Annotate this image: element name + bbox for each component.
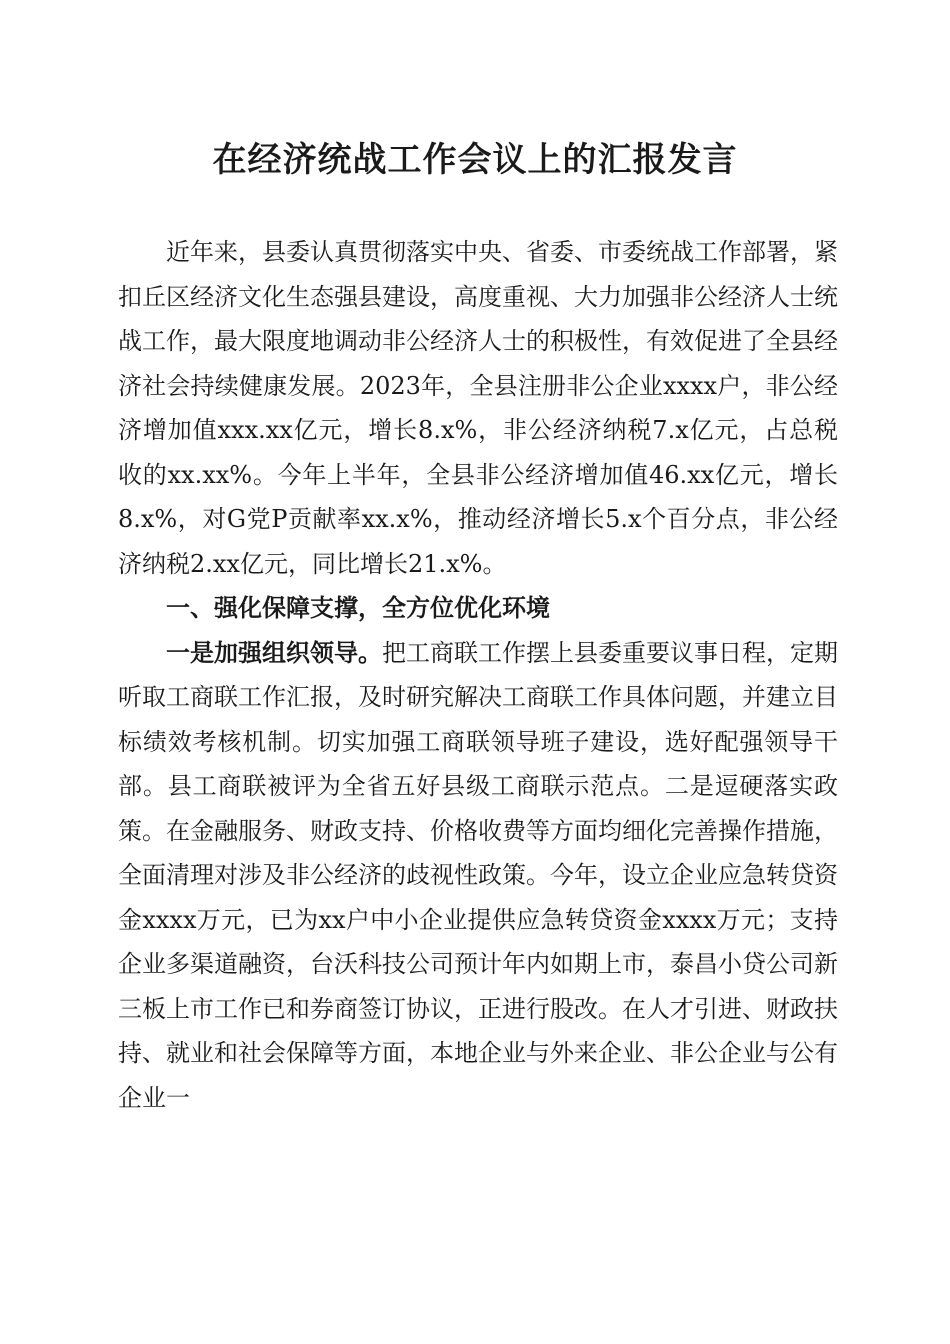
- section-heading: 一、强化保障支撑，全方位优化环境: [166, 594, 550, 622]
- intro-paragraph: 近年来，县委认真贯彻落实中央、省委、市委统战工作部署，紧扣丘区经济文化生态强县建设，高度重视、大力加强非公经济人士统战工作，最大限度地调动非公经济人士的积极性，有效促进了全县经济社会持续健康发展。2023年，全县注册非公企业xxxx户，非公经济增加值xxx.xx亿元，增长8.x%，非公经济纳税7.x亿元，占总税收的xx.xx%。今年上半年，全县非公经济增加值46.xx亿元，增长8.x%，对G党P贡献率xx.x%，推动经济增长5.x个百分点，非公经济纳税2.xx亿元，同比增长21.x%。: [118, 238, 838, 578]
- section-paragraph: [118, 631, 838, 1121]
- document-body: [118, 230, 838, 1120]
- paragraph-text: 把工商联工作摆上县委重要议事日程，定期听取工商联工作汇报，及时研究解决工商联工作具体问题，并建立目标绩效考核机制。切实加强工商联领导班子建设，选好配强领导干部。县工商联被评为全省五好县级工商联示范点。二是逗硬落实政策。在金融服务、财政支持、价格收费等方面均细化完善操作措施，全面清理对涉及非公经济的歧视性政策。今年，设立企业应急转贷资金xxxx万元，已为xx户中小企业提供应急转贷资金xxxx万元；支持企业多渠道融资，台沃科技公司预计年内如期上市，泰昌小贷公司新三板上市工作已和券商签订协议，正进行股改。在人才引进、财政扶持、就业和社会保障等方面，本地企业与外来企业、非公企业与公有企业一: [118, 638, 838, 1112]
- document-title: 在经济统战工作会议上的汇报发言: [212, 140, 738, 180]
- paragraph-lead: 一是加强组织领导。: [166, 637, 382, 667]
